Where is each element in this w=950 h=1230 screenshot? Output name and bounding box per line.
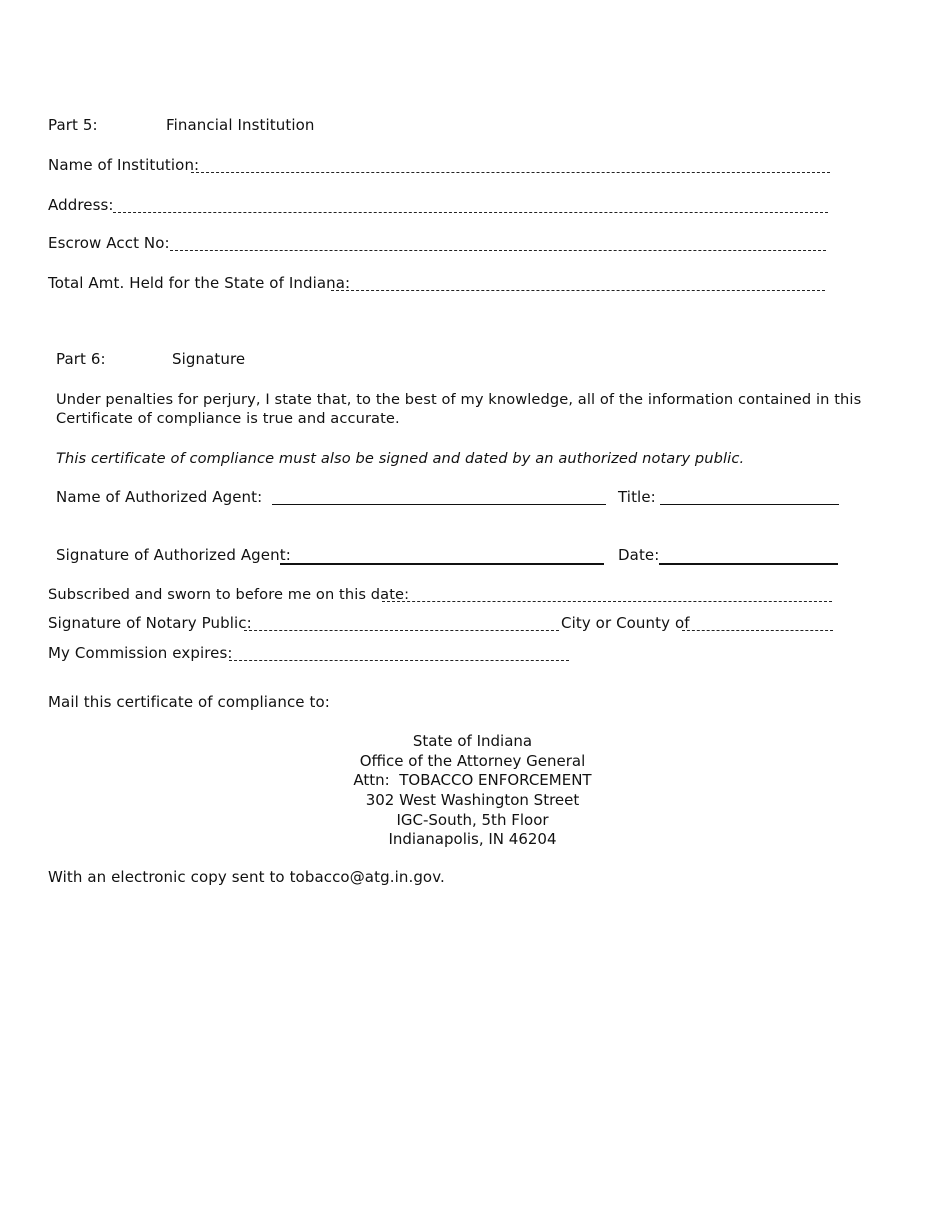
institution-name-field[interactable] xyxy=(191,172,830,173)
escrow-acct-field[interactable] xyxy=(170,250,826,251)
agent-name-field[interactable] xyxy=(272,504,606,505)
mail-address-line: IGC-South, 5th Floor xyxy=(396,811,549,829)
part5-label: Part 5: xyxy=(48,116,98,134)
electronic-copy-note: With an electronic copy sent to tobacco@atg.in.gov. xyxy=(48,868,445,886)
total-amount-label: Total Amt. Held for the State of Indiana: xyxy=(48,274,351,292)
mail-address-line: Indianapolis, IN 46204 xyxy=(388,830,557,848)
mail-address-line: 302 West Washington Street xyxy=(365,791,580,809)
date-field[interactable] xyxy=(659,563,838,565)
subscribed-label: Subscribed and sworn to before me on this date: xyxy=(48,586,410,603)
mail-address-line: Attn: TOBACCO ENFORCEMENT xyxy=(353,771,592,789)
part6-title: Signature xyxy=(172,350,246,368)
title-label: Title: xyxy=(618,488,656,506)
city-county-field[interactable] xyxy=(682,630,833,631)
address-field[interactable] xyxy=(113,212,828,213)
address-label: Address: xyxy=(48,196,114,214)
agent-signature-field[interactable] xyxy=(280,563,604,565)
title-field[interactable] xyxy=(660,504,839,505)
commission-expires-label: My Commission expires: xyxy=(48,644,233,662)
mail-address-line: State of Indiana xyxy=(412,732,533,750)
mail-address-line: Office of the Attorney General xyxy=(359,752,586,770)
commission-expires-field[interactable] xyxy=(229,660,569,661)
subscribed-date-field[interactable] xyxy=(382,601,832,602)
city-county-label: City or County of xyxy=(561,614,690,632)
part6-label: Part 6: xyxy=(56,350,106,368)
agent-signature-label: Signature of Authorized Agent: xyxy=(56,546,291,564)
notary-note: This certificate of compliance must also be signed and dated by an authorized notary public. xyxy=(56,450,745,467)
escrow-acct-label: Escrow Acct No: xyxy=(48,234,170,252)
perjury-statement-line1: Under penalties for perjury, I state that, to the best of my knowledge, all of the information contained in this xyxy=(56,391,862,408)
perjury-statement-line2: Certificate of compliance is true and accurate. xyxy=(56,410,400,427)
notary-signature-field[interactable] xyxy=(244,630,559,631)
agent-name-label: Name of Authorized Agent: xyxy=(56,488,263,506)
institution-name-label: Name of Institution: xyxy=(48,156,200,174)
date-label: Date: xyxy=(618,546,660,564)
notary-signature-label: Signature of Notary Public: xyxy=(48,614,252,632)
mail-intro: Mail this certificate of compliance to: xyxy=(48,693,330,711)
part5-title: Financial Institution xyxy=(166,116,315,134)
total-amount-field[interactable] xyxy=(331,290,825,291)
